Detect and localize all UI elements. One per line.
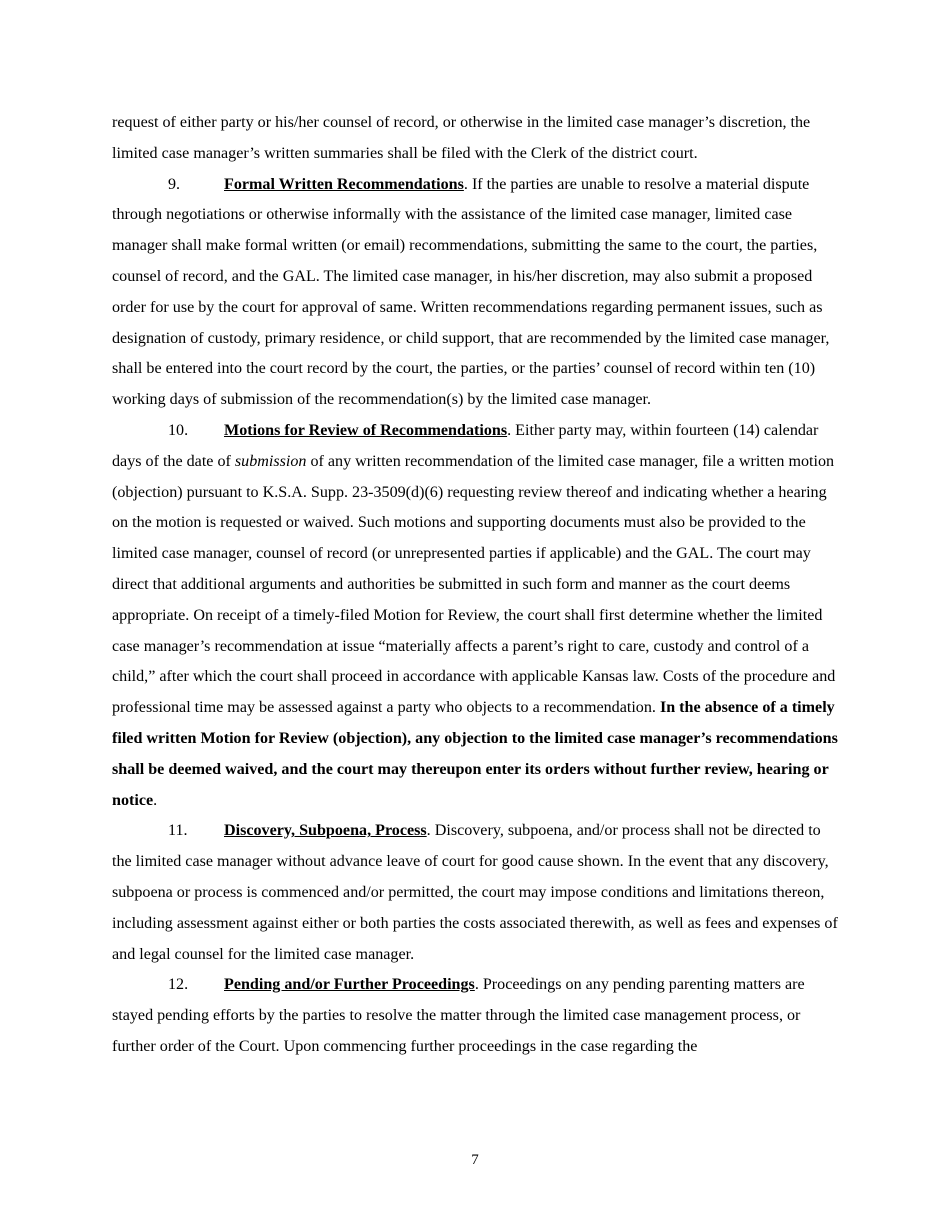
section-number: 10. xyxy=(168,421,189,439)
section-9 xyxy=(112,170,840,416)
section-number: 11. xyxy=(168,822,188,840)
section-text: . Discovery, subpoena, and/or process shall not be directed to the limited case manager without advance leave of court for good cause shown. In the event that any discovery, subpoena or process is commenced and/or permitted, the court may impose conditions and limitations thereon, including assessment against either or both parties the costs associated therewith, as well as fees and expenses of and legal counsel for the limited case manager. xyxy=(112,822,838,963)
section-text: . Either party may, within fourteen (14) calendar days of the date of xyxy=(112,421,819,470)
section-text-continued: of any written recommendation of the limited case manager, file a written motion (objection) pursuant to K.S.A. Supp. 23-3509(d)(6) requesting review thereof and indicating whether a hearing on the motion is requested or waived. Such motions and supporting documents must also be provided to the limited case manager, counsel of record (or unrepresented parties if applicable) and the GAL. The court may direct that additional arguments and authorities be submitted in such form and manner as the court deems appropriate. On receipt of a timely-filed Motion for Review, the court shall first determine whether the limited case manager’s recommendation at issue “materially affects a parent’s right to care, custody and control of a child,” after which the court shall proceed in accordance with applicable Kansas law. Costs of the procedure and professional time may be assessed against a party who objects to a recommendation. xyxy=(112,452,836,717)
section-11 xyxy=(112,816,840,970)
section-heading: Motions for Review of Recommendations xyxy=(224,421,508,439)
section-italic-text: submission xyxy=(234,452,307,470)
section-text: . If the parties are unable to resolve a material dispute through negotiations or otherwise informally with the assistance of the limited case manager, limited case manager shall make formal written (or email) recommendations, submitting the same to the court, the parties, counsel of record, and the GAL. The limited case manager, in his/her discretion, may also submit a proposed order for use by the court for approval of same. Written recommendations regarding permanent issues, such as designation of custody, primary residence, or child support, that are recommended by the limited case manager, shall be entered into the court record by the court, the parties, or the parties’ counsel of record within ten (10) working days of submission of the recommendation(s) by the limited case manager. xyxy=(112,175,830,409)
section-text: . Proceedings on any pending parenting matters are stayed pending efforts by the parties to resolve the matter through the limited case management process, or further order of the Court. Upon commencing further proceedings in the case regarding the xyxy=(112,976,805,1055)
page-number: 7 xyxy=(471,1152,479,1168)
section-heading: Discovery, Subpoena, Process xyxy=(224,822,427,840)
section-heading: Formal Written Recommendations xyxy=(224,175,464,193)
section-text-end: . xyxy=(153,791,158,809)
section-heading: Pending and/or Further Proceedings xyxy=(224,976,475,994)
section-10 xyxy=(112,416,840,816)
section-12 xyxy=(112,970,840,1062)
continued-paragraph: request of either party or his/her counsel of record, or otherwise in the limited case manager’s discretion, the limited case manager’s written summaries shall be filed with the Clerk of the district court. xyxy=(112,114,811,162)
section-number: 12. xyxy=(168,976,189,994)
section-bold-text: In the absence of a timely filed written Motion for Review (objection), any objection to the limited case manager’s recommendations shall be deemed waived, and the court may thereupon enter its orders without further review, hearing or notice xyxy=(112,699,838,809)
section-number: 9. xyxy=(168,175,181,193)
page-body xyxy=(112,108,840,1063)
